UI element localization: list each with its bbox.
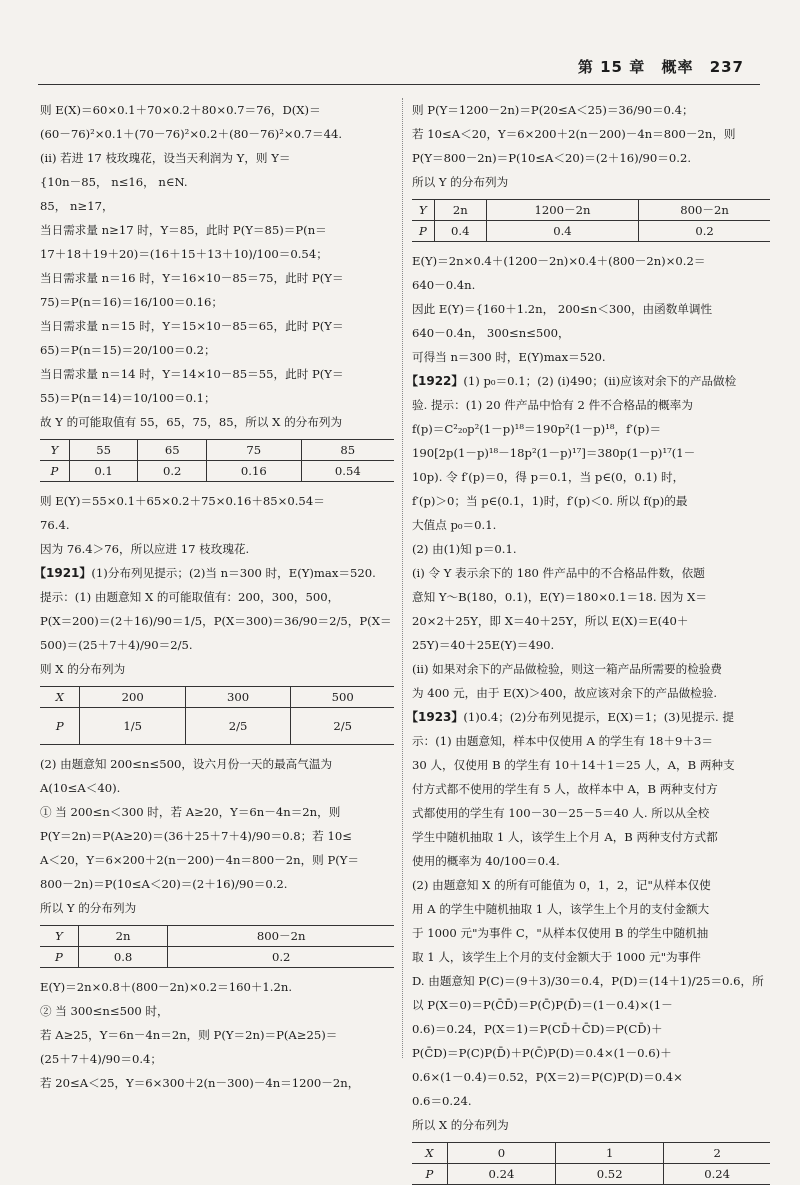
ex1923-answer: (1)0.4；(2)分布列见提示，E(X)＝1；(3)见提示. 提 [463,710,734,724]
ex1923-lines [412,729,770,1137]
text-line: E(Y)＝2n×0.8＋(800－2n)×0.2＝160＋1.2n. [40,980,293,994]
page-header [568,56,744,77]
exercise-1922-first-line [406,369,770,393]
exercise-number-1921: 【1921】 [34,566,92,580]
column-divider [402,98,403,1058]
text-line: 用 A 的学生中随机抽取 1 人，该学生上个月的支付金额大 [412,902,710,916]
table-cell: 65 [138,440,207,461]
table-cell: P [412,221,434,242]
exercise-number-1922: 【1922】 [406,374,464,388]
table-cell: 0.52 [556,1164,664,1185]
text-line: 付方式都不使用的学生有 5 人，故样本中 A，B 两种支付方 [412,782,718,796]
text-line: (i) 令 Y 表示余下的 180 件产品中的不合格品件数，依题 [412,566,705,580]
text-line: 则 X 的分布列为 [40,662,126,676]
text-line: 故 Y 的可能取值有 55，65，75，85，所以 X 的分布列为 [40,415,343,429]
table-cell: 85 [301,440,394,461]
ex1922-answer: (1) p₀＝0.1；(2) (i)490；(ii)应该对余下的产品做检 [463,374,737,388]
left-lines [40,98,394,434]
text-line: 学生中随机抽取 1 人，该学生上个月 A，B 两种支付方式都 [412,830,718,844]
table-cell: 800－2n [168,926,394,947]
table-row [40,461,394,482]
text-line: 取 1 人，该学生上个月的支付金额大于 1000 元"为事件 [412,950,701,964]
table-cell: 0.2 [639,221,770,242]
table-header-row [40,926,394,947]
table-cell: 0.4 [434,221,486,242]
text-line: A(10≤A＜40). [40,781,121,795]
left-column [34,98,394,1138]
table-cell: Y [412,200,434,221]
text-line: P(Y＝800－2n)＝P(10≤A＜20)＝(2＋16)/90＝0.2. [412,151,692,165]
table-header-row [40,440,394,461]
text-line: 验. 提示：(1) 20 件产品中恰有 2 件不合格品的概率为 [412,398,693,412]
text-line: 则 E(Y)＝55×0.1＋65×0.2＋75×0.16＋85×0.54＝ [40,494,325,508]
text-line: 所以 Y 的分布列为 [412,175,509,189]
text-line: 若 10≤A＜20，Y＝6×200＋2(n－200)－4n＝800－2n，则 [412,127,736,141]
text-line: (ii) 若进 17 枝玫瑰花，设当天利润为 Y，则 Y＝ [40,151,291,165]
table-cell: 1200－2n [486,200,638,221]
text-line: 于 1000 元"为事件 C，"从样本仅使用 B 的学生中随机抽 [412,926,709,940]
text-line: P(X＝200)＝(2＋16)/90＝1/5，P(X＝300)＝36/90＝2/5，P(X＝ [40,614,392,628]
text-line: 20×2＋25Y，即 X＝40＋25Y，所以 E(X)＝E(40＋ [412,614,689,628]
table-cell: Y [40,926,78,947]
text-line: (ii) 如果对余下的产品做检验，则这一箱产品所需要的检验费 [412,662,722,676]
text-line: (25＋7＋4)/90＝0.4； [40,1052,163,1066]
exercise-number-1923: 【1923】 [406,710,464,724]
table-cell: 800－2n [639,200,770,221]
text-line: 640－0.4n， 300≤n≤500， [412,326,570,340]
text-line: 0.6＝0.24. [412,1094,472,1108]
table-row [412,1164,770,1185]
text-line: 25Y)＝40＋25E(Y)＝490. [412,638,555,652]
table-cell: X [40,687,80,708]
text-line: 当日需求量 n＝15 时，Y＝15×10－85＝65，此时 P(Y＝ [40,319,344,333]
text-line: 意知 Y～B(180，0.1)，E(Y)＝180×0.1＝18. 因为 X＝ [412,590,707,604]
text-line: 65)＝P(n＝15)＝20/100＝0.2； [40,343,216,357]
text-line: P(Y＝2n)＝P(A≥20)＝(36＋25＋7＋4)/90＝0.8；若 10≤ [40,829,352,843]
text-line: 190[2p(1－p)¹⁸－18p²(1－p)¹⁷]＝380p(1－p)¹⁷(1－ [412,446,696,460]
table-cell: 0 [447,1143,555,1164]
ex1921-lines [40,585,394,681]
table-cell: P [40,947,78,968]
text-line: 以 P(X＝0)＝P(C̄D̄)＝P(C̄)P(D̄)＝(1－0.4)×(1－ [412,998,673,1012]
text-line: 可得当 n＝300 时，E(Y)max＝520. [412,350,606,364]
text-line: 使用的概率为 40/100＝0.4. [412,854,560,868]
text-line: 当日需求量 n≥17 时，Y＝85，此时 P(Y＝85)＝P(n＝ [40,223,327,237]
table-cell: 300 [185,687,290,708]
text-line: 大值点 p₀＝0.1. [412,518,497,532]
text-line: f′(p)＞0；当 p∈(0.1，1)时，f′(p)＜0. 所以 f(p)的最 [412,494,688,508]
text-line: ② 当 300≤n≤500 时， [40,1004,169,1018]
table-cell: 1/5 [80,708,185,745]
text-line: 则 E(X)＝60×0.1＋70×0.2＋80×0.7＝76，D(X)＝ [40,103,321,117]
text-line: 若 A≥25，Y＝6n－4n＝2n，则 P(Y＝2n)＝P(A≥25)＝ [40,1028,338,1042]
table-cell: 1 [556,1143,664,1164]
table-cell: Y [40,440,69,461]
table-cell: 75 [207,440,302,461]
table-cell: 200 [80,687,185,708]
table-cell: 0.1 [69,461,138,482]
table-cell: 0.54 [301,461,394,482]
table-cell: 2/5 [291,708,394,745]
table-row [40,947,394,968]
text-line: (60－76)²×0.1＋(70－76)²×0.2＋(80－76)²×0.7＝44. [40,127,343,141]
right-lines [412,98,770,194]
text-line: 10p). 令 f′(p)＝0，得 p＝0.1，当 p∈(0，0.1) 时， [412,470,685,484]
right-lines-after-table-4 [412,249,770,369]
table-cell: 0.2 [168,947,394,968]
table-header-row [412,200,770,221]
text-line: {10n－85， n≤16， n∈N. [40,175,188,189]
table-row [40,708,394,745]
distribution-table-2 [40,686,394,745]
table-cell: 500 [291,687,394,708]
chapter-label: 第 15 章 [577,58,646,76]
distribution-table-5 [412,1142,770,1185]
left-lines-after-table-3 [40,975,394,1095]
text-line: D. 由题意知 P(C)＝(9＋3)/30＝0.4，P(D)＝(14＋1)/25＝0.6，所 [412,974,764,988]
text-line: 85， n≥17， [40,199,114,213]
text-line: f(p)＝C²₂₀p²(1－p)¹⁸＝190p²(1－p)¹⁸，f′(p)＝ [412,422,662,436]
text-line: 式都使用的学生有 100－30－25－5＝40 人. 所以从全校 [412,806,710,820]
chapter-title: 概率 [661,58,694,76]
table-cell: 0.24 [447,1164,555,1185]
exercise-1923-first-line [406,705,770,729]
text-line: 所以 Y 的分布列为 [40,901,137,915]
text-line: 500)＝(25＋7＋4)/90＝2/5. [40,638,193,652]
text-line: 若 20≤A＜25，Y＝6×300＋2(n－300)－4n＝1200－2n， [40,1076,360,1090]
text-line: 800－2n)＝P(10≤A＜20)＝(2＋16)/90＝0.2. [40,877,288,891]
table-cell: P [40,461,69,482]
text-line: 所以 X 的分布列为 [412,1118,509,1132]
distribution-table-3 [40,925,394,968]
table-cell: 2 [664,1143,770,1164]
exercise-1921-first-line [34,561,394,585]
left-lines-after-table-1 [40,489,394,561]
text-line: 因为 76.4＞76，所以应进 17 枝玫瑰花. [40,542,250,556]
distribution-table-4 [412,199,770,242]
table-cell: 2n [78,926,168,947]
text-line: (2) 由(1)知 p＝0.1. [412,542,517,556]
text-line: 为 400 元，由于 E(X)＞400，故应该对余下的产品做检验. [412,686,718,700]
text-line: 当日需求量 n＝16 时，Y＝16×10－85＝75，此时 P(Y＝ [40,271,344,285]
page-number: 237 [709,58,744,76]
text-line: 76.4. [40,518,70,532]
table-header-row [40,687,394,708]
table-cell: P [40,708,80,745]
text-line: 则 P(Y＝1200－2n)＝P(20≤A＜25)＝36/90＝0.4； [412,103,694,117]
right-column [406,98,770,1181]
table-cell: P [412,1164,447,1185]
table-row [412,221,770,242]
table-cell: 0.8 [78,947,168,968]
text-line: (2) 由题意知 200≤n≤500，设六月份一天的最高气温为 [40,757,333,771]
table-header-row [412,1143,770,1164]
text-line: 30 人，仅使用 B 的学生有 10＋14＋1＝25 人，A，B 两种支 [412,758,735,772]
table-cell: 0.24 [664,1164,770,1185]
left-lines-after-table-2 [40,752,394,920]
table-cell: 0.16 [207,461,302,482]
table-cell: 2n [434,200,486,221]
table-cell: 0.4 [486,221,638,242]
ex1921-answer: (1)分布列见提示；(2)当 n＝300 时，E(Y)max＝520. [91,566,376,580]
text-line: ① 当 200≤n＜300 时，若 A≥20，Y＝6n－4n＝2n，则 [40,805,341,819]
table-cell: X [412,1143,447,1164]
table-cell: 55 [69,440,138,461]
text-line: 75)＝P(n＝16)＝16/100＝0.16； [40,295,223,309]
text-line: 当日需求量 n＝14 时，Y＝14×10－85＝55，此时 P(Y＝ [40,367,344,381]
text-line: 640－0.4n. [412,278,476,292]
table-cell: 0.2 [138,461,207,482]
header-rule [38,84,760,85]
distribution-table-1 [40,439,394,482]
text-line: 55)＝P(n＝14)＝10/100＝0.1； [40,391,216,405]
text-line: E(Y)＝2n×0.4＋(1200－2n)×0.4＋(800－2n)×0.2＝ [412,254,706,268]
text-line: 示：(1) 由题意知，样本中仅使用 A 的学生有 18＋9＋3＝ [412,734,713,748]
text-line: 0.6)＝0.24，P(X＝1)＝P(CD̄＋C̄D)＝P(CD̄)＋ [412,1022,663,1036]
text-line: 因此 E(Y)＝{160＋1.2n， 200≤n＜300，由函数单调性 [412,302,713,316]
text-line: A＜20，Y＝6×200＋2(n－200)－4n＝800－2n，则 P(Y＝ [40,853,360,867]
text-line: 0.6×(1－0.4)＝0.52，P(X＝2)＝P(C)P(D)＝0.4× [412,1070,683,1084]
text-line: 17＋18＋19＋20)＝(16＋15＋13＋10)/100＝0.54； [40,247,328,261]
text-line: (2) 由题意知 X 的所有可能值为 0，1，2，记"从样本仅使 [412,878,711,892]
text-line: 提示：(1) 由题意知 X 的可能取值有：200，300，500， [40,590,340,604]
text-line: P(C̄D)＝P(C)P(D̄)＋P(C̄)P(D)＝0.4×(1－0.6)＋ [412,1046,672,1060]
table-cell: 2/5 [185,708,290,745]
ex1922-lines [412,393,770,705]
